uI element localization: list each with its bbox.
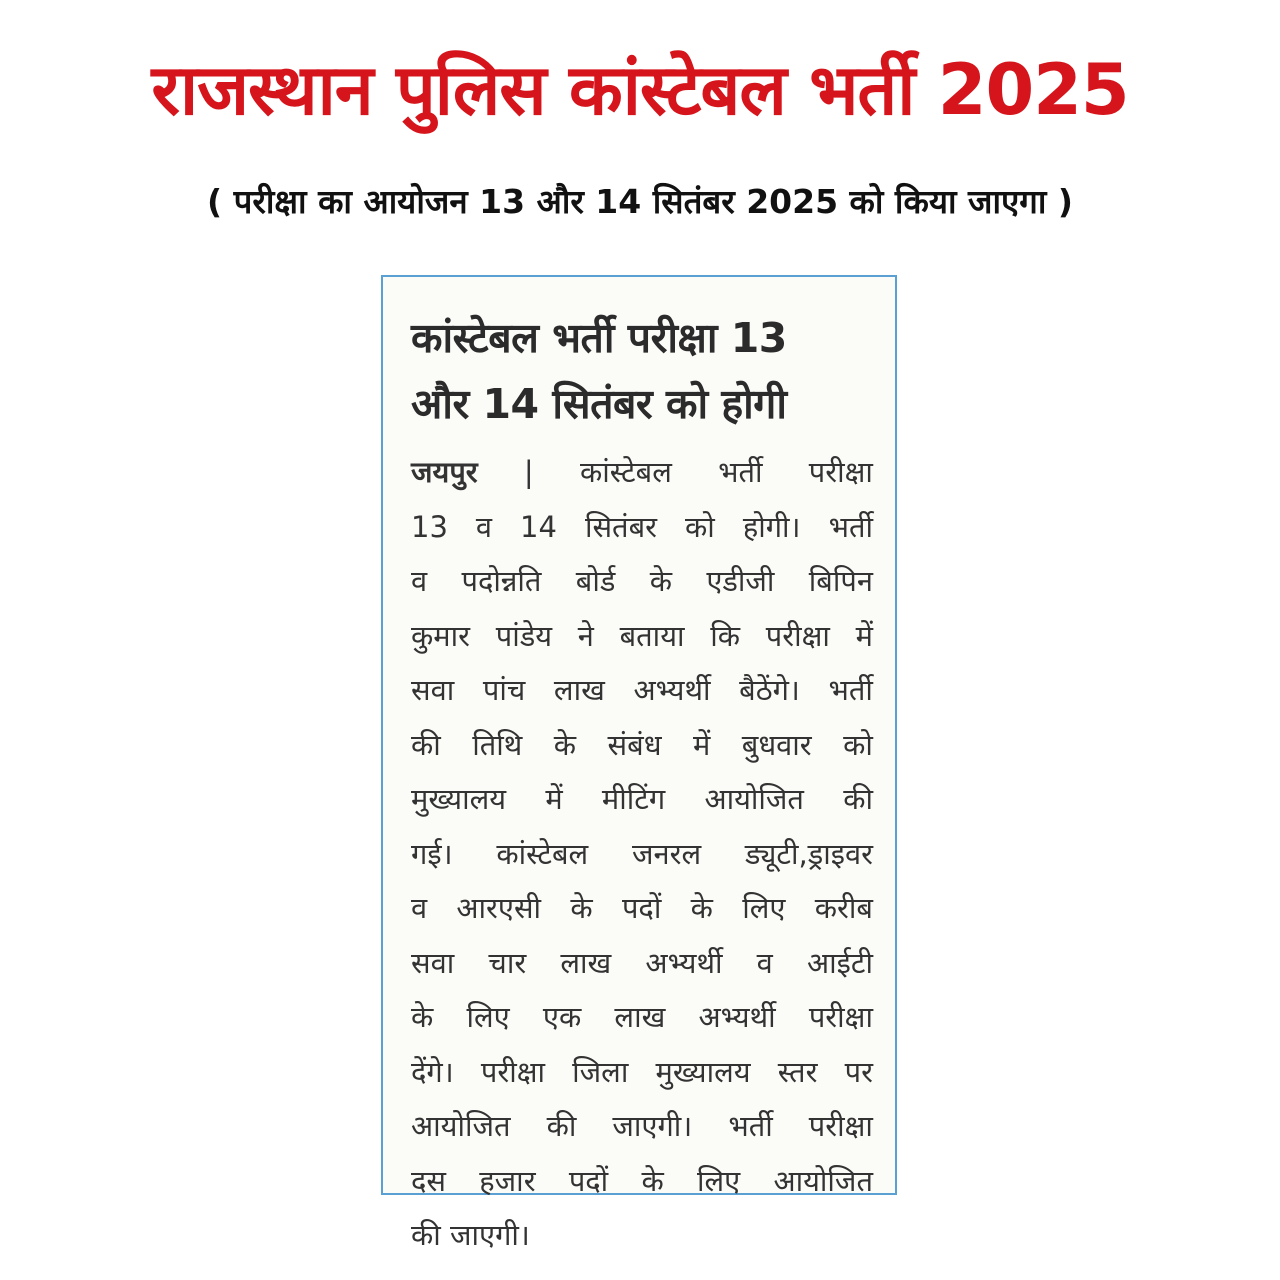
clipping-text-line [411, 936, 873, 991]
clipping-word: स्तर [777, 1054, 818, 1089]
clipping-word: एक [542, 1000, 582, 1034]
page-subtitle: ( परीक्षा का आयोजन 13 और 14 सितंबर 2025 को किया जाएगा ) [207, 182, 1073, 221]
clipping-word: आयोजित [411, 1109, 511, 1143]
clipping-word: अभ्यर्थी [633, 673, 711, 707]
clipping-text-line [411, 500, 873, 555]
clipping-word: कुमार [411, 618, 470, 653]
newspaper-clipping [381, 275, 897, 1252]
clipping-word: पर [844, 1054, 873, 1089]
clipping-text-line [411, 827, 873, 882]
clipping-word: भर्ती [828, 673, 873, 707]
clipping-word: गई। [411, 836, 453, 871]
clipping-text-line [411, 881, 873, 936]
clipping-word: पांडेय [495, 618, 553, 653]
clipping-word: मुख्यालय [655, 1054, 751, 1089]
clipping-word: में [545, 782, 563, 816]
clipping-word: के [570, 891, 593, 925]
clipping-text-line [411, 663, 873, 718]
clipping-word: कांस्टेबल [579, 455, 672, 489]
clipping-word: पांच [482, 673, 526, 707]
clipping-text-line [411, 1045, 873, 1100]
clipping-word: कांस्टेबल [496, 836, 589, 871]
clipping-text-line [411, 609, 873, 664]
clipping-word: होगी। [742, 509, 801, 544]
clipping-word: परीक्षा [765, 618, 830, 653]
clipping-word: के [411, 1000, 434, 1034]
clipping-word: बिपिन [808, 564, 873, 598]
clipping-word: भर्ती [718, 455, 763, 489]
clipping-word: व [475, 509, 493, 544]
clipping-text-line [411, 718, 873, 773]
clipping-word: करीब [814, 891, 873, 925]
clipping-word: जाएगी। [612, 1109, 693, 1143]
clipping-word: बुधवार [741, 727, 812, 762]
clipping-word: चार [488, 945, 527, 980]
clipping-word: व [756, 945, 773, 980]
clipping-word: अभ्यर्थी [698, 1000, 776, 1034]
clipping-word: लाख [553, 673, 605, 707]
clipping-word: पदों [568, 1163, 609, 1198]
clipping-word: लिए [742, 891, 786, 925]
clipping-word: बताया [619, 618, 685, 653]
clipping-word: सवा [411, 673, 455, 707]
clipping-word: जिला [572, 1054, 629, 1089]
clipping-word: हजार [479, 1163, 536, 1198]
clipping-word: की [411, 727, 441, 762]
clipping-word: एडीजी [706, 564, 775, 598]
clipping-word: मुख्यालय [411, 782, 507, 816]
clipping-word: व [411, 564, 428, 598]
clipping-word: बैठेंगे। [739, 673, 800, 707]
clipping-headline-line: और 14 सितंबर को होगी [411, 380, 787, 428]
clipping-word: लिए [696, 1163, 741, 1198]
clipping-word: ने [577, 618, 594, 653]
page-title: राजस्थान पुलिस कांस्टेबल भर्ती 2025 [151, 49, 1129, 131]
clipping-text-line [411, 772, 873, 827]
clipping-word: आयोजित [773, 1163, 873, 1198]
clipping-word: दस [411, 1163, 447, 1198]
clipping-body [411, 445, 873, 1263]
clipping-headline [411, 305, 881, 437]
clipping-word: की [843, 782, 873, 816]
clipping-word: के [641, 1163, 664, 1198]
clipping-word: पदोन्नति [461, 564, 542, 598]
clipping-word: बोर्ड [575, 564, 616, 598]
clipping-word: लिए [466, 1000, 510, 1034]
clipping-text-line [411, 1099, 873, 1154]
clipping-word: सितंबर [584, 509, 658, 544]
dateline-separator: | [523, 455, 534, 489]
clipping-word: 14 [520, 509, 557, 544]
clipping-word: के [649, 564, 672, 598]
clipping-text-line [411, 445, 873, 500]
clipping-word: परीक्षा [808, 1109, 873, 1143]
dateline: जयपुर [411, 455, 478, 489]
clipping-word: परीक्षा [808, 455, 873, 489]
clipping-word: आरएसी [456, 891, 542, 925]
clipping-word: को [685, 509, 715, 544]
clipping-word: की [546, 1109, 577, 1143]
clipping-word: में [692, 727, 711, 762]
clipping-word: देंगे। [411, 1054, 454, 1089]
clipping-text-line [411, 1154, 873, 1209]
clipping-word: परीक्षा [480, 1054, 546, 1089]
clipping-word: के [690, 891, 713, 925]
clipping-word: के [553, 727, 577, 762]
clipping-word: आयोजित [704, 782, 804, 816]
clipping-text-line [411, 1208, 873, 1263]
clipping-word: में [855, 618, 873, 653]
clipping-word: परीक्षा [808, 1000, 873, 1034]
clipping-text-line [411, 554, 873, 609]
clipping-word: को [843, 727, 873, 762]
clipping-text: की जाएगी। [411, 1218, 530, 1252]
clipping-word: सवा [411, 945, 455, 980]
clipping-word: जनरल [631, 836, 702, 871]
clipping-word: आईटी [806, 945, 873, 980]
clipping-word: संबंध [607, 727, 662, 762]
clipping-word: व [411, 891, 428, 925]
clipping-word: पदों [621, 891, 662, 925]
clipping-headline-line: कांस्टेबल भर्ती परीक्षा 13 [411, 314, 787, 362]
clipping-word: 13 [411, 509, 448, 544]
clipping-word: भर्ती [728, 1109, 773, 1143]
clipping-word: लाख [614, 1000, 666, 1034]
clipping-word: लाख [560, 945, 612, 980]
clipping-word: कि [710, 618, 741, 653]
clipping-word: ड्यूटी,ड्राइवर [744, 836, 873, 871]
clipping-word: अभ्यर्थी [645, 945, 723, 980]
clipping-word: मीटिंग [601, 782, 666, 816]
clipping-text-line [411, 990, 873, 1045]
clipping-word: तिथि [472, 727, 523, 762]
clipping-word: भर्ती [828, 509, 873, 544]
